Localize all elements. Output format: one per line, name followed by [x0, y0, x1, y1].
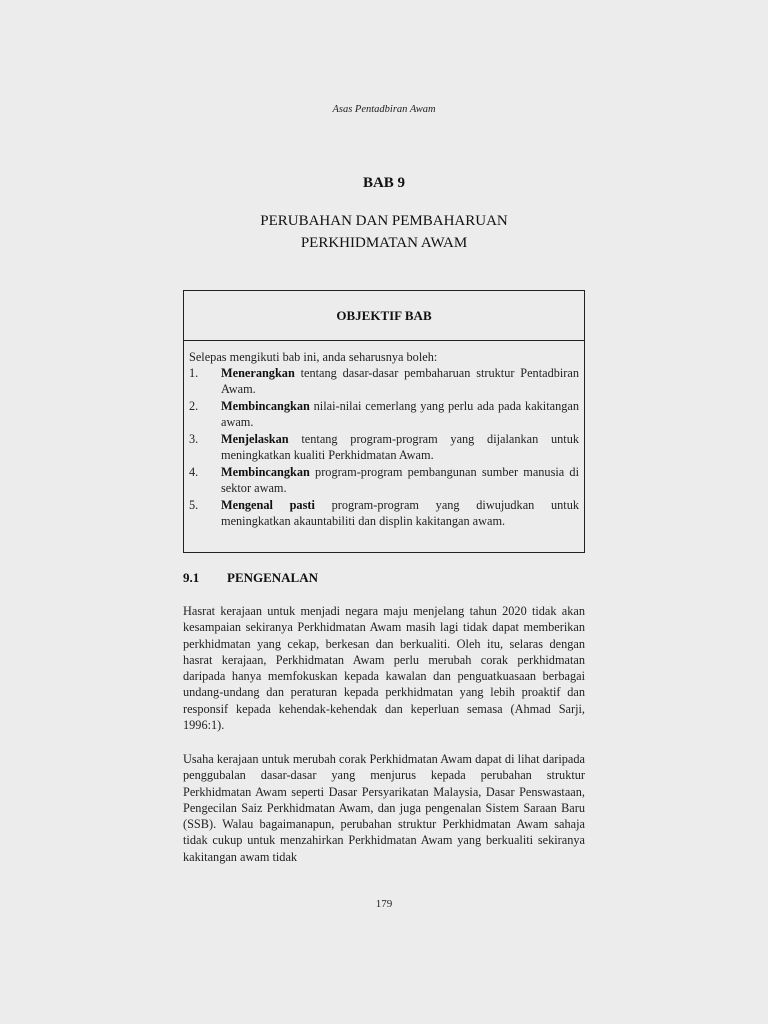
- objective-description: tentang dasar-dasar pembaharuan struktur Pentadbiran Awam.: [221, 366, 579, 396]
- objective-verb: Mengenal pasti: [221, 498, 315, 512]
- chapter-number: BAB 9: [362, 175, 406, 191]
- objective-number: 1.: [189, 366, 199, 380]
- objectives-box: [183, 290, 585, 553]
- objective-number: 2.: [189, 399, 199, 413]
- objective-item: [189, 431, 579, 463]
- objective-item: [189, 464, 579, 496]
- objective-verb: Menjelaskan: [221, 432, 289, 446]
- objective-text: [221, 464, 579, 496]
- body-paragraph: Hasrat kerajaan untuk menjadi negara maju menjelang tahun 2020 tidak akan kesampaian sekiranya Perkhidmatan Awam masih lagi tidak dapat memberikan perkhidmatan yang cekap, berkesan dan berkualiti. Oleh itu, selaras dengan hasrat kerajaan, Perkhidmatan Awam perlu merubah corak perkhidmatan daripada hanya memfokuskan kepada kawalan dan penguatkuasaan berbagai undang-undang dan peraturan kepada perkhidmatan yang lebih proaktif dan responsif kepada kehendak-kehendak dan keperluan semasa (Ahmad Sarji, 1996:1).: [183, 604, 585, 733]
- objectives-body: [184, 341, 584, 529]
- objective-verb: Menerangkan: [221, 366, 295, 380]
- objective-text: [221, 497, 579, 529]
- section-number: 9.1: [183, 570, 200, 585]
- objective-description: program-program yang diwujudkan untuk meningkatkan akauntabiliti dan displin kakitangan awam.: [221, 498, 580, 528]
- objective-item: [189, 398, 579, 430]
- objective-text: [221, 398, 579, 430]
- objectives-list: [189, 365, 579, 529]
- chapter-title-line-2: PERKHIDMATAN AWAM: [300, 235, 468, 251]
- objectives-heading: OBJEKTIF BAB: [184, 291, 584, 341]
- objective-item: [189, 365, 579, 397]
- page-number: 179: [375, 898, 393, 910]
- running-header: Asas Pentadbiran Awam: [332, 104, 436, 115]
- objective-number: 4.: [189, 465, 199, 479]
- objective-text: [221, 431, 579, 463]
- objective-verb: Membincangkan: [221, 465, 310, 479]
- objective-number: 5.: [189, 498, 199, 512]
- objective-verb: Membincangkan: [221, 399, 310, 413]
- body-paragraph: Usaha kerajaan untuk merubah corak Perkhidmatan Awam dapat di lihat daripada penggubalan dasar-dasar yang menjurus kepada perubahan struktur Perkhidmatan Awam seperti Dasar Persyarikatan Malaysia, Dasar Penswastaan, Pengecilan Saiz Perkhidmatan Awam, dan juga pengenalan Sistem Saraan Baru (SSB). Walau bagaimanapun, perubahan struktur Perkhidmatan Awam sahaja tidak cukup untuk menzahirkan Perkhidmatan Awam yang berkualiti sekiranya kakitangan awam tidak: [183, 752, 585, 864]
- chapter-title-line-1: PERUBAHAN DAN PEMBAHARUAN: [260, 213, 508, 229]
- objective-description: tentang program-program yang dijalankan untuk meningkatkan kualiti Perkhidmatan Awam.: [221, 432, 579, 462]
- objective-description: program-program pembangunan sumber manusia di sektor awam.: [221, 465, 580, 495]
- section-heading: [183, 570, 585, 586]
- objective-text: [221, 365, 579, 397]
- objective-description: nilai-nilai cemerlang yang perlu ada pada kakitangan awam.: [221, 399, 579, 429]
- objective-item: [189, 497, 579, 529]
- section-title: PENGENALAN: [227, 570, 319, 585]
- objective-number: 3.: [189, 432, 199, 446]
- objectives-intro: Selepas mengikuti bab ini, anda seharusnya boleh:: [189, 350, 438, 364]
- chapter-title: [0, 210, 768, 254]
